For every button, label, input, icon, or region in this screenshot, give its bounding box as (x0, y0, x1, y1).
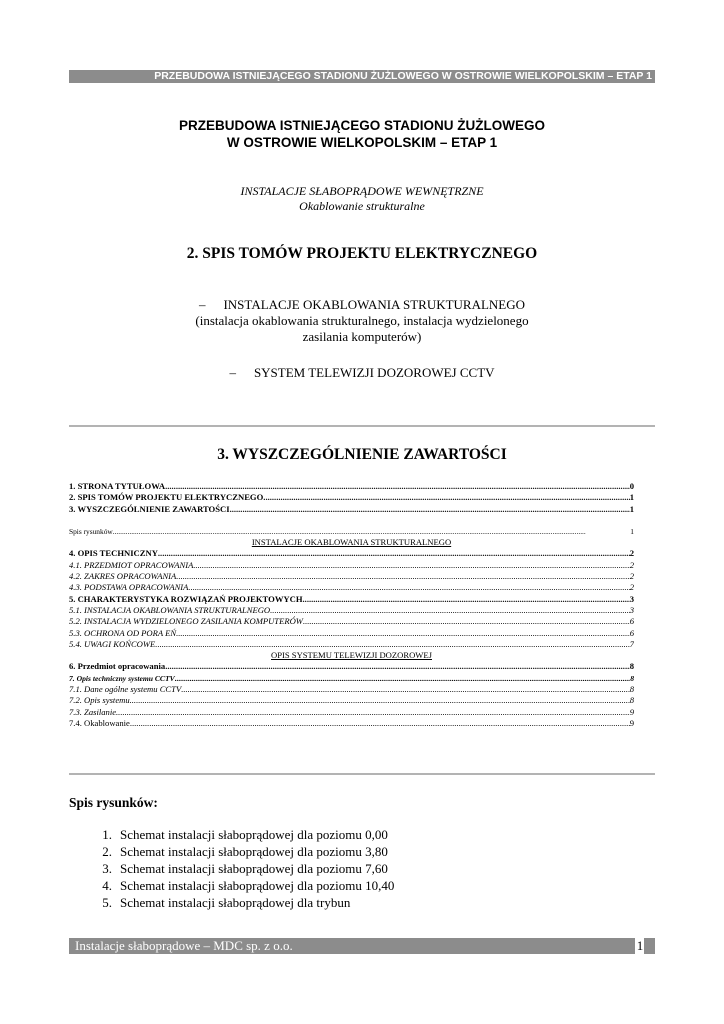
table-of-contents (69, 481, 634, 729)
toc-entry: 3. WYSZCZEGÓLNIENIE ZAWARTOŚCI (69, 503, 230, 514)
figure-item (90, 894, 394, 911)
toc-row (69, 707, 634, 718)
toc-entry: 6. Przedmiot opracowania (69, 661, 166, 672)
volume-item-1-desc-2: zasilania komputerów) (302, 329, 422, 344)
toc-section-label: INSTALACJE OKABLOWANIA STRUKTURALNEGO (251, 537, 452, 548)
toc-page: 9 (629, 706, 634, 717)
toc-page: 3 (629, 593, 634, 604)
toc-row (69, 718, 634, 729)
toc-page: 8 (629, 695, 634, 706)
footer-bar-end (644, 938, 655, 954)
toc-page: 6 (629, 616, 634, 627)
volume-item-2 (69, 365, 655, 381)
toc-entry: 2. SPIS TOMÓW PROJEKTU ELEKTRYCZNEGO (69, 492, 264, 503)
volume-item-1-title: INSTALACJE OKABLOWANIA STRUKTURALNEGO (223, 297, 526, 312)
toc-entry: 7.2. Opis systemu........................ (69, 695, 182, 706)
figure-title: Schemat instalacji słaboprądowej dla trybun (120, 895, 351, 910)
figure-number: 3. (102, 861, 112, 876)
toc-row (69, 594, 634, 605)
toc-page: 2 (629, 582, 634, 593)
toc-entry: 7.4. Okablowanie (69, 717, 130, 728)
toc-entry: 4. OPIS TECHNICZNY (69, 548, 158, 559)
figure-title: Schemat instalacji słaboprądowej dla poziomu 0,00 (120, 827, 388, 842)
toc-entry: 1. STRONA TYTUŁOWA (69, 481, 166, 491)
running-footer: Instalacje słaboprądowe – MDC sp. z o.o. (69, 938, 634, 954)
toc-entry: 5.1. INSTALACJA OKABLOWANIA STRUKTURALNEGO (69, 604, 271, 615)
running-header: PRZEBUDOWA ISTNIEJĄCEGO STADIONU ŻUŻLOWEGO W OSTROWIE WIELKOPOLSKIM – ETAP 1 (69, 70, 655, 83)
figure-number: 4. (102, 878, 112, 893)
dash-bullet: – (229, 365, 236, 380)
toc-row (69, 526, 634, 537)
page-number: 1 (634, 938, 645, 954)
toc-row (69, 628, 634, 639)
toc-page: 1 (630, 526, 634, 536)
toc-entry: 5.3. OCHRONA OD PORA EŃ (69, 627, 177, 638)
divider (69, 425, 655, 427)
figure-item (90, 826, 394, 843)
document-subtitle (69, 184, 655, 214)
toc-page: 7 (629, 638, 634, 649)
figure-title: Schemat instalacji słaboprądowej dla poziomu 3,80 (120, 844, 388, 859)
figure-number: 2. (102, 844, 112, 859)
toc-page: 6 (629, 627, 634, 638)
toc-entry: 4.2. ZAKRES OPRACOWANIA (69, 571, 177, 582)
volume-item-1-desc-1: (instalacja okablowania strukturalnego, instalacja wydzielonego (195, 313, 529, 328)
title-line-2: W OSTROWIE WIELKOPOLSKIM – ETAP 1 (226, 135, 498, 150)
toc-page: 0 (629, 481, 634, 491)
volume-list (69, 297, 655, 381)
toc-page: 9 (629, 717, 634, 728)
figures-heading: Spis rysunków: (69, 795, 158, 810)
figure-number: 1. (102, 827, 112, 842)
section-3-heading: 3. WYSZCZEGÓLNIENIE ZAWARTOŚCI (217, 446, 507, 463)
toc-page: 1 (629, 492, 634, 503)
divider (69, 773, 655, 775)
figures-list (90, 826, 394, 911)
subtitle-line-1: INSTALACJE SŁABOPRĄDOWE WEWNĘTRZNE (240, 184, 484, 198)
toc-entry: Spis rysunków (69, 526, 113, 536)
toc-page: 8 (630, 673, 634, 683)
toc-row (69, 661, 634, 672)
title-line-1: PRZEBUDOWA ISTNIEJĄCEGO STADIONU ŻUŻLOWEGO (178, 118, 545, 133)
figure-title: Schemat instalacji słaboprądowej dla poziomu 10,40 (120, 878, 395, 893)
toc-row (69, 492, 634, 503)
toc-entry: 4.3. PODSTAWA OPRACOWANIA (69, 582, 189, 593)
toc-page: 2 (629, 571, 634, 582)
toc-entry: 4.1. PRZEDMIOT OPRACOWANIA (69, 559, 194, 570)
section-2-heading: 2. SPIS TOMÓW PROJEKTU ELEKTRYCZNEGO (186, 245, 538, 262)
toc-entry: 5.2. INSTALACJA WYDZIELONEGO ZASILANIA KOMPUTERÓW (69, 616, 303, 627)
toc-row (69, 582, 634, 593)
toc-entry: 7.1. Dane ogólne systemu CCTV (69, 684, 182, 695)
volume-item-1 (69, 297, 655, 313)
figure-item (90, 877, 394, 894)
toc-page: 8 (629, 684, 634, 695)
toc-page: 1 (629, 503, 634, 514)
toc-page: 3 (629, 604, 634, 615)
toc-section-label: OPIS SYSTEMU TELEWIZJI DOZOROWEJ (271, 650, 432, 661)
toc-row (69, 684, 634, 695)
toc-entry: 5. CHARAKTERYSTYKA ROZWIĄZAŃ PROJEKTOWYCH (69, 593, 303, 604)
document-title (69, 117, 655, 151)
toc-row (69, 673, 634, 684)
toc-row (69, 605, 634, 616)
figure-item (90, 860, 394, 877)
volume-item-2-title: SYSTEM TELEWIZJI DOZOROWEJ CCTV (253, 365, 495, 380)
toc-row (69, 504, 634, 515)
toc-row (69, 695, 634, 706)
toc-entry: 7.3. Zasilanie (69, 706, 117, 717)
toc-entry: 5.4. UWAGI KOŃCOWE (69, 638, 156, 649)
toc-entry: 7. Opis techniczny systemu CCTV (69, 673, 175, 683)
toc-row (69, 548, 634, 559)
toc-row (69, 481, 634, 492)
toc-page: 2 (629, 548, 634, 559)
toc-page: 2 (629, 559, 634, 570)
dash-bullet: – (198, 297, 206, 312)
figure-number: 5. (102, 895, 112, 910)
figure-item (90, 843, 394, 860)
subtitle-line-2: Okablowanie strukturalne (299, 199, 425, 213)
toc-page: 8 (629, 661, 634, 672)
toc-row (69, 639, 634, 650)
toc-row (69, 616, 634, 627)
figure-title: Schemat instalacji słaboprądowej dla poziomu 7,60 (120, 861, 388, 876)
toc-row (69, 560, 634, 571)
toc-row (69, 571, 634, 582)
